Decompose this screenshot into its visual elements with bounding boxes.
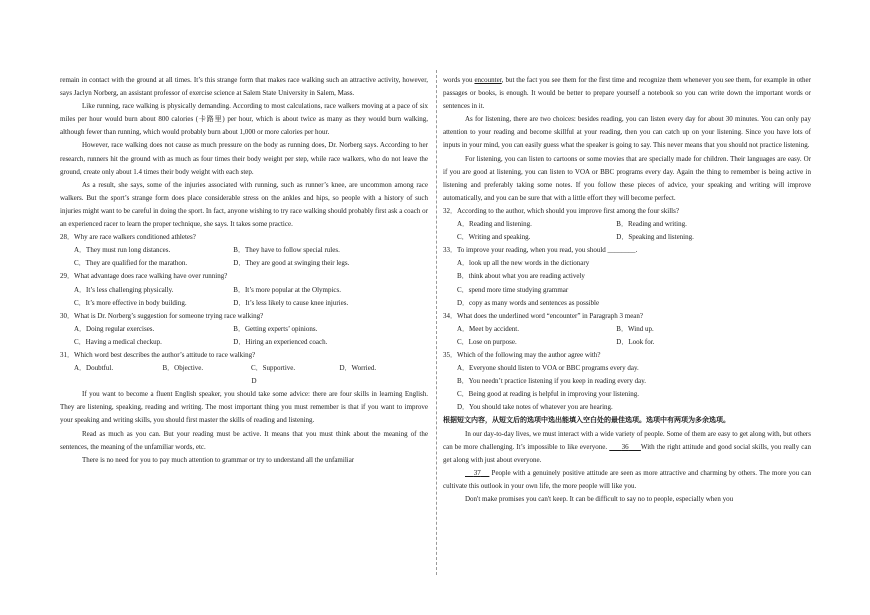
option: B．Wind up. [616,324,654,333]
option: D．Hiring an experienced coach. [233,337,328,346]
paragraph: For listening, you can listen to cartoons or some movies that are specially made for children. Their languages are easy. Or if you are good at listening, you can listen to VOA or BBC programs every day. Again the thing to remember is being active in listening and preferably taking some notes. If you follow these pieces of advice, your speaking and writing will improve automatically, and you can be sure that with a little effort they will become perfect. [443,154,811,202]
option: B．Getting experts’ opinions. [233,324,318,333]
question-32: 32．According to the author, which should you improve first among the four skills? [443,206,679,215]
option: D．Speaking and listening. [616,233,694,242]
options-row [60,284,428,297]
option: A．Doubtful. [74,364,114,373]
option: D．You should take notes of whatever you are hearing. [457,403,613,412]
option: B．Reading and writing. [616,220,687,229]
option: C．spend more time studying grammar [457,285,569,294]
paragraph: Read as much as you can. But your reading must be active. It means that you must think about the meaning of the sentences, the meaning of the unfamiliar words, etc. [60,429,428,451]
option: C．Lose on purpose. [457,337,517,346]
option: D．Worried. [339,364,377,373]
option: C．Writing and speaking. [457,233,531,242]
option: D．copy as many words and sentences as possible [457,298,600,307]
blank-number: 37 [473,468,481,477]
question-35: 35．Which of the following may the author agree with? [443,350,601,359]
text-span: words you [443,76,475,84]
left-column [60,74,428,467]
option: C．It’s more effective in body building. [74,298,187,307]
option: B．You needn’t practice listening if you keep in reading every day. [457,377,647,386]
paragraph: There is no need for you to pay much attention to grammar or try to understand all the unfamiliar [82,455,355,464]
option: B．think about what you are reading actively [457,272,585,281]
option: A．look up all the new words in the dictionary [457,259,590,268]
option: A．They must run long distances. [74,246,171,255]
paragraph: remain in contact with the ground at all times. It’s this strange form that makes race walking such an attractive activity, however, says Jaclyn Norberg, an assistant professor of exercise science at Salem State University in Salem, Mass. [60,76,428,98]
option: D．It’s less likely to cause knee injuries. [233,298,349,307]
options-row [60,244,428,257]
paragraph: However, race walking does not cause as much pressure on the body as running does, Dr. Norberg says. According to her research, runners hit the ground with as much as four times their body weight per step, while race walkers, who do not leave the ground, create only about 1.4 times their body weight with each step. [60,141,428,176]
answer-mark: D [251,377,257,386]
question-31: 31．Which word best describes the author’s attitude to race walking? [60,350,256,359]
blank-number: 36 [621,442,629,451]
option: C．Being good at reading is helpful in improving your listening. [457,390,639,399]
option: C．Having a medical checkup. [74,337,162,346]
option: B．It’s more popular at the Olympics. [233,285,342,294]
option: A．Doing regular exercises. [74,324,155,333]
option: A．Reading and listening. [457,220,532,229]
text-span: With the right attitude and good social skills, you really can get along with just about everyone. [443,442,812,464]
options-row [60,336,428,349]
options-row [443,231,811,244]
right-column [443,74,811,506]
paragraph: As for listening, there are two choices: besides reading, you can listen every day for about 30 minutes. You can only pay attention to your reading and become skillful at your reading, then you can catch up on your listening. Since you have lots of inputs in your mind, you can easily guess what the speaker is going to say. This never means that you should not practice listening. [443,115,811,150]
underlined-word: encounter [474,76,502,84]
option: B．Objective. [162,364,204,373]
options-row [60,362,428,375]
text-span: People with a genuinely positive attitude are seen as more attractive and charming by others. The more you can cultivate this outlook in your own life, the more people will like you. [443,468,811,490]
option: C．They are qualified for the marathon. [74,259,188,268]
options-row [60,323,428,336]
text-span: , but the fact you see them for the first time and recognize them whenever you see them, for example in other passages or books, is enough. It would be better to prepare yourself a notebook so you can write down the important words or sentences in it. [443,76,811,111]
paragraph: Don't make promises you can't keep. It can be difficult to say no to people, especially when you [465,495,734,503]
paragraph: Like running, race walking is physically demanding. According to most calculations, race walkers moving at a pace of six miles per hour would burn about 800 calories (卡路里) per hour, which is about twice as many as they would burn walking, although fewer than running, which would probably burn about 1,000 or more calories per hour. [60,102,428,137]
option: A．It’s less challenging physically. [74,285,174,294]
option: C．Supportive. [251,364,296,373]
options-row [443,323,811,336]
option: D．Look for. [616,337,655,346]
blank-36 [609,443,641,451]
section-instruction: 根据短文内容，从短文后的选项中选出能填入空白处的最佳选项。选项中有两项为多余选项。 [443,416,730,425]
option: A．Meet by accident. [457,324,520,333]
paragraph [443,428,811,467]
paragraph [443,467,811,493]
option: D．They are good at swinging their legs. [233,259,350,268]
text-span: In our day-to-day lives, we must interact with a wide variety of people. Some of them are easy to get along with, but others can be more challenging. It’s impossible to like everyone. [443,429,811,451]
question-29: 29．What advantage does race walking have over running? [60,272,228,281]
paragraph: As a result, she says, some of the injuries associated with running, such as runner’s knee, are uncommon among race walkers. But the sport’s strange form does place considerable stress on the ankles and hips, so people with a history of such injuries might want to be careful in doing the sport. In fact, anyone wishing to try race walking should probably first ask a coach or an experienced racer to learn the proper technique, she says. It takes some practice. [60,180,428,229]
options-row [443,218,811,231]
options-row [60,257,428,270]
options-row [60,297,428,310]
paragraph [443,74,811,113]
blank-37 [465,469,489,477]
question-34: 34．What does the underlined word “encounter” in Paragraph 3 mean? [443,311,644,320]
question-30: 30．What is Dr. Norberg’s suggestion for someone trying race walking? [60,311,264,320]
option: A．Everyone should listen to VOA or BBC programs every day. [457,364,639,373]
question-33: 33．To improve your reading, when you read, you should ________. [443,246,638,255]
question-28: 28．Why are race walkers conditioned athletes? [60,233,196,242]
option: B．They have to follow special rules. [233,246,340,255]
options-row [443,336,811,349]
paragraph: If you want to become a fluent English speaker, you should take some advice: there are four skills in learning English. They are listening, speaking, reading and writing. The most important thing you must remember is that if you want to improve your speaking and writing skills, you should first master the skills of reading and listening. [60,390,428,425]
column-divider [436,70,437,575]
